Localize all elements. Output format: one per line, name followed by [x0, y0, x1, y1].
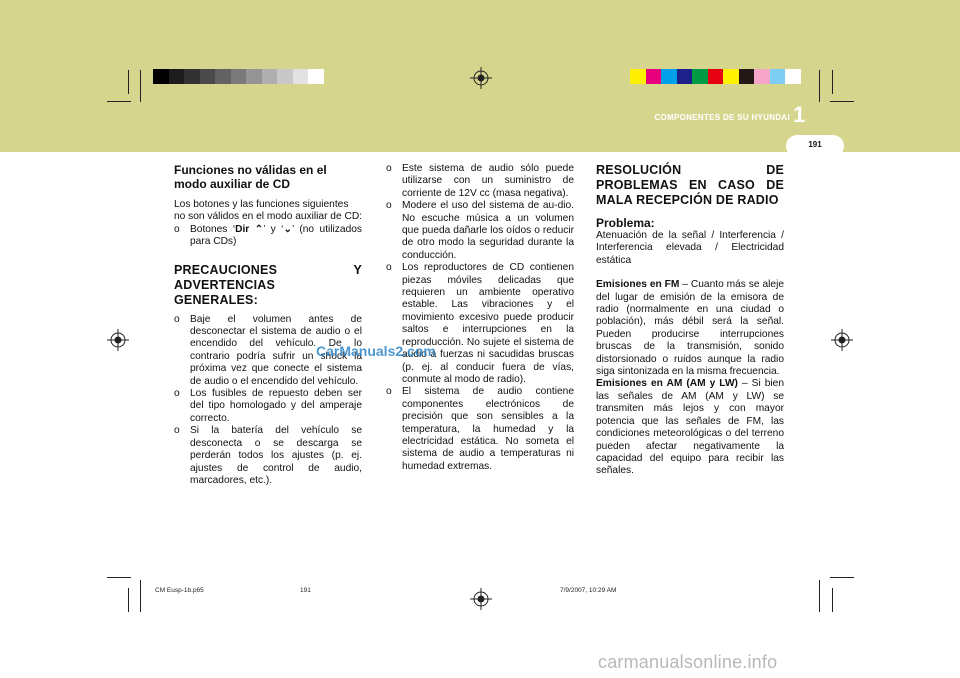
color-swatch: [277, 69, 293, 84]
bullet-marker: o: [174, 425, 180, 437]
list-item-text: Los reproductores de CD contienen piezas móviles delicadas que requieren un ambiente operativo estable. Las vibraciones y el movimiento excesivo puede producir saltos e interrupciones en la reproducción. No sujete el sistema de audio a fuerzas ni sacudidas bruscas (p. ej. al conducir fuera de vías, conmute al modo de radio).: [402, 262, 574, 385]
list-item: [386, 386, 574, 473]
bullet-marker: o: [386, 386, 392, 398]
audio-cautions-list: [386, 163, 574, 473]
color-swatch: [308, 69, 324, 84]
list-item: [386, 163, 574, 200]
section-title: COMPONENTES DE SU HYUNDAI: [654, 113, 790, 122]
crop-mark: [832, 70, 833, 94]
grayscale-color-bar: [153, 69, 324, 84]
footer-file: CM Eusp-1b.p65: [155, 587, 204, 594]
chapter-number: 1: [793, 102, 806, 127]
color-swatch: [153, 69, 169, 84]
color-swatch: [184, 69, 200, 84]
dir-label: Dir: [235, 223, 250, 235]
crop-mark: [819, 580, 820, 612]
footer-page: 191: [300, 587, 311, 594]
bullet-marker: o: [174, 223, 180, 235]
heading-troubleshooting: RESOLUCIÓN DE PROBLEMAS EN CASO DE MALA RECEPCIÓN DE RADIO: [596, 163, 784, 207]
list-item: [386, 262, 574, 386]
color-swatch: [293, 69, 309, 84]
bullet-marker: o: [386, 200, 392, 212]
color-swatch: [785, 69, 801, 84]
color-swatch: [262, 69, 278, 84]
fm-paragraph: Emisiones en FM – Cuanto más se aleje del lugar de emisión de la emisora de radio (normalmente en una ciudad o población), más débil será la señal. Pueden producirse interrupciones bruscas de la transmisión, sonido distorsionado o ruidos aunque la radio siga sintonizada en la misma frecuencia.: [596, 279, 785, 378]
process-color-bar: [630, 69, 801, 84]
heading-aux-cd: Funciones no válidas en el modo auxiliar de CD: [174, 163, 327, 191]
footer-date: 7/9/2007, 10:29 AM: [560, 587, 617, 594]
list-item-text: Modere el uso del sistema de au-dio. No escuche música a un volumen que pueda dañarle los oídos o reducir de otro modo la seguridad durante la conducción.: [402, 200, 574, 261]
crop-mark: [830, 101, 854, 102]
crop-mark: [128, 588, 129, 612]
watermark: CarManuals2.com: [316, 343, 436, 359]
color-swatch: [770, 69, 786, 84]
registration-mark-icon: [831, 329, 853, 351]
problem-label: Problema:: [596, 216, 655, 230]
list-item-text: Este sistema de audio sólo puede utilizarse con un suministro de corriente de 12V cc (masa negativa).: [402, 163, 574, 199]
list-item-text: Si la batería del vehículo se desconecta o se descarga se perderán todos los ajustes (p. ej. ajustes de control de audio, marcadores, etc.).: [190, 425, 362, 486]
list-item: [386, 200, 574, 262]
list-item: [174, 388, 362, 425]
list-item-text: Baje el volumen antes de desconectar el sistema de audio o el encendido del vehículo. De lo contrario podría sufrir un shock la próxima vez que conecte el sistema de audio o el encendido del vehículo.: [190, 313, 362, 387]
column-middle: [386, 163, 574, 473]
fm-label: Emisiones en FM: [596, 279, 680, 291]
list-item-text: Los fusibles de repuesto deben ser del tipo homologado y del amperaje correcto.: [190, 388, 362, 424]
crop-mark: [819, 70, 820, 102]
bullet-marker: o: [174, 313, 180, 325]
color-swatch: [200, 69, 216, 84]
am-paragraph: Emisiones en AM (AM y LW) – Si bien las señales de AM (AM y LW) se transmiten más lejos y con mayor potencia que las señales de FM, las condiciones meteorológicas o del terreno pueden afectar negativamente la capacidad del equipo para recibir las señales.: [596, 378, 784, 477]
color-swatch: [215, 69, 231, 84]
heading-precautions: PRECAUCIONES Y ADVERTENCIAS GENERALES:: [174, 262, 362, 307]
buttons-list: [174, 224, 362, 249]
bullet-marker: o: [174, 388, 180, 400]
color-swatch: [723, 69, 739, 84]
problem-text: Atenuación de la señal / Interferencia / Interferencia elevada / Electricidad estática: [596, 230, 784, 266]
intro-text: Los botones y las funciones siguientes no son válidos en el modo auxiliar de CD:: [174, 199, 363, 223]
registration-mark-icon: [470, 588, 492, 610]
crop-mark: [832, 588, 833, 612]
color-swatch: [630, 69, 646, 84]
color-swatch: [708, 69, 724, 84]
color-swatch: [692, 69, 708, 84]
color-swatch: [677, 69, 693, 84]
registration-mark-icon: [107, 329, 129, 351]
chevron-up-icon: ⌃: [254, 223, 264, 235]
page-number: 191: [786, 135, 844, 157]
crop-mark: [140, 580, 141, 612]
color-swatch: [646, 69, 662, 84]
column-left: [174, 163, 362, 487]
color-swatch: [246, 69, 262, 84]
color-swatch: [661, 69, 677, 84]
color-swatch: [739, 69, 755, 84]
list-item: [174, 425, 362, 487]
color-swatch: [231, 69, 247, 84]
am-label: Emisiones en AM (AM y LW): [596, 378, 738, 390]
bullet-marker: o: [386, 163, 392, 174]
site-watermark[interactable]: carmanualsonline.info: [598, 652, 778, 672]
chevron-down-icon: ⌄: [283, 223, 292, 235]
registration-mark-icon: [470, 67, 492, 89]
color-swatch: [169, 69, 185, 84]
column-right: [596, 163, 784, 478]
bullet-marker: o: [386, 262, 392, 274]
color-swatch: [754, 69, 770, 84]
list-item: o Botones ‘Dir ⌃’ y ‘⌄’ (no utilizados para CDs): [174, 223, 362, 248]
list-item-text: El sistema de audio contiene componentes electrónicos de precisión que son sensibles a la temperatura, la humedad y la electricidad estática. No someta el sistema de audio a temperaturas ni humedad extremas.: [402, 386, 574, 472]
precautions-list: [174, 314, 362, 488]
crop-mark: [107, 101, 131, 102]
crop-mark: [140, 70, 141, 102]
crop-mark: [830, 577, 854, 578]
crop-mark: [107, 577, 131, 578]
crop-mark: [128, 70, 129, 94]
